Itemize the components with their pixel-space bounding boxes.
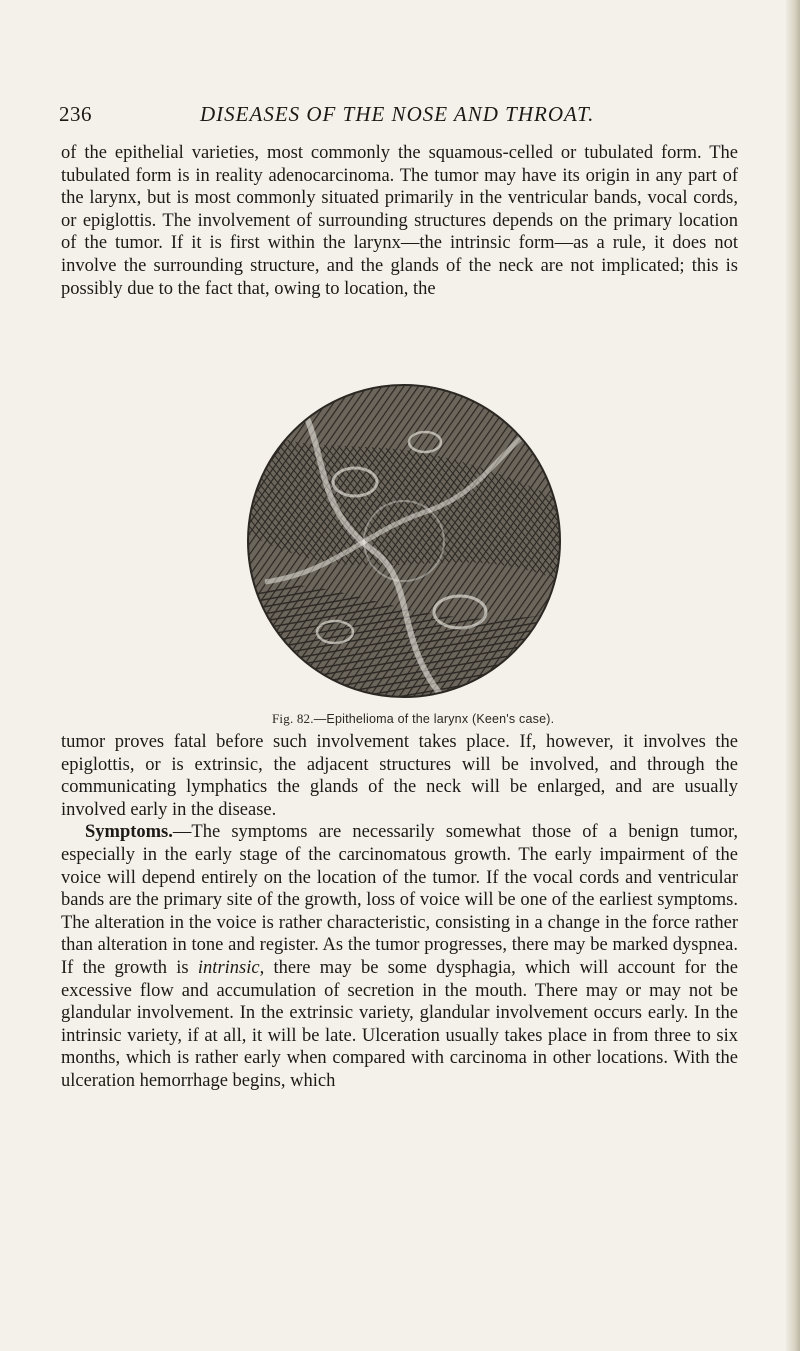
section-heading-symptoms: Symptoms. bbox=[85, 822, 173, 843]
figure-label: Fig. 82. bbox=[272, 711, 314, 726]
paragraph-2: tumor proves fatal before such involvement takes place. If, however, it involves the epiglottis, or is extrinsic, the adjacent structures will be involved, and through the communicating lymphatics the glands of the neck will be enlarged, and are usually involved early in the disease. bbox=[61, 732, 738, 820]
symptoms-text-b: , there may be some dysphagia, which will account for the excessive flow and accumulation of secretion in the mouth. There may or may not be glandular involvement. In the extrinsic variety, glandular involvement occurs early. In the intrinsic variety, if at all, it will be late. Ulceration usually takes place in from three to six months, which is rather early when compared with carcinoma in other locations. With the ulceration hemorrhage begins, which bbox=[61, 957, 738, 1091]
micrograph-tissue bbox=[245, 382, 563, 700]
histology-figure bbox=[245, 382, 563, 700]
running-title: DISEASES OF THE NOSE AND THROAT. bbox=[200, 102, 595, 126]
body-text-lower bbox=[61, 731, 738, 1093]
symptoms-italic-term: intrinsic bbox=[197, 957, 260, 978]
page-edge bbox=[786, 0, 800, 1351]
figure-caption-text: —Epithelioma of the larynx (Keen's case). bbox=[313, 712, 555, 726]
figure-caption bbox=[272, 711, 672, 727]
page-number: 236 bbox=[59, 102, 92, 126]
symptoms-text-a: —The symptoms are necessarily somewhat those of a benign tumor, especially in the early stage of the carcinomatous growth. The early impairment of the voice will depend entirely on the location of the tumor. If the vocal cords and ventricular bands are the primary site of the growth, loss of voice will be one of the earliest symptoms. The alteration in the voice is rather characteristic, consisting in a change in the force rather than alteration in tone and register. As the tumor progresses, there may be marked dyspnea. If the growth is bbox=[61, 822, 738, 978]
paragraph-1: of the epithelial varieties, most commonly the squamous-celled or tubulated form. The tubulated form is in reality adenocarcinoma. The tumor may have its origin in any part of the larynx, but is most commonly situated primarily in the ventricular bands, vocal cords, or epiglottis. The involvement of surrounding structures depends on the primary location of the tumor. If it is first within the larynx—the intrinsic form—as a rule, it does not involve the surrounding structure, and the glands of the neck are not implicated; this is possibly due to the fact that, owing to location, the bbox=[61, 143, 738, 299]
paragraph-symptoms bbox=[61, 821, 738, 1092]
